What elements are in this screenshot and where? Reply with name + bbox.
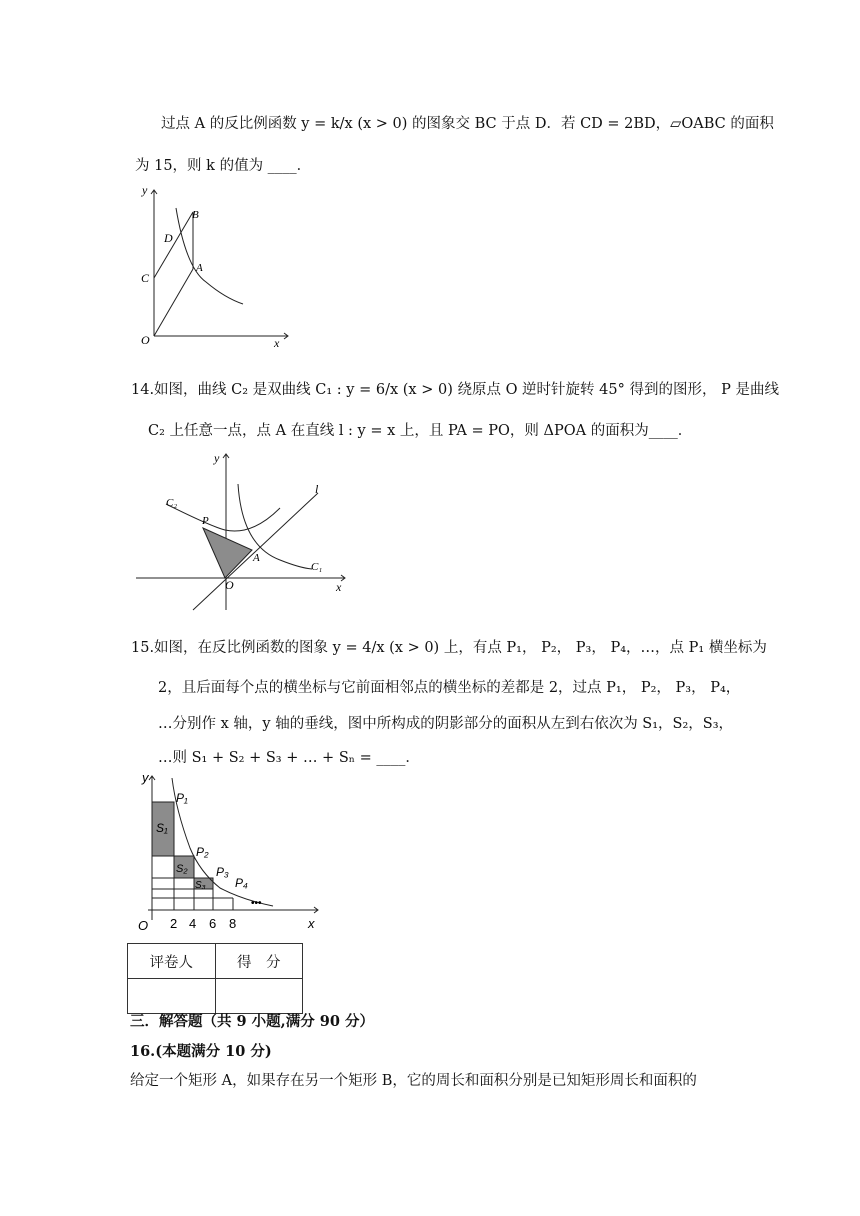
q13-label-D: D [164,231,173,245]
q13-label-C: C [141,271,150,285]
grader-header: 评卷人 [128,944,216,979]
q15-tick-8: 8 [229,916,237,931]
q15-label-P3: P₃ [216,865,229,879]
q16-line1: 给定一个矩形 A，如果存在另一个矩形 B，它的周长和面积分别是已知矩形周长和面积的 [130,1073,697,1089]
section3-heading: 三．解答题（共 9 小题,满分 90 分） [130,1013,375,1030]
q14-label-A: A [253,552,260,564]
q13-label-y: y [142,183,148,197]
q15-label-y: y [142,770,149,785]
q15-tick-6: 6 [209,916,217,931]
q15-tick-2: 2 [170,916,178,931]
grader-cell [128,979,216,1014]
q14-triangle-poa [203,528,252,578]
q14-label-P: P [202,515,209,527]
q16-title: 16.(本题满分 10 分) [130,1043,272,1060]
q13-label-A: A [196,262,203,274]
q14-figure [130,448,355,612]
q13-label-x: x [274,336,280,350]
q13-label-B: B [192,209,199,221]
q15-figure [128,770,328,938]
q15-label-O: O [138,918,149,933]
q13-line2: 为 15，则 k 的值为 ____． [135,158,312,174]
q15-line3: …分别作 x 轴，y 轴的垂线，图中所构成的阴影部分的面积从左到右依次为 S₁，S₂，S₃， [158,716,734,732]
q15-line4: …则 S₁ + S₂ + S₃ + … + Sₙ = ____． [158,750,420,766]
q15-label-P2: P₂ [196,845,209,859]
q13-figure [130,180,300,350]
q15-label-P4: P₄ [235,876,248,890]
q15-label-dots: ••• [251,898,262,909]
q14-label-C1: C₁ [311,561,323,573]
q14-label-y: y [214,451,220,465]
q15-label-S3: S₃ [195,880,206,891]
q14-label-C2: C₂ [166,497,178,509]
q14-line2: C₂ 上任意一点，点 A 在直线 l : y = x 上，且 PA = PO，则 ΔPOA 的面积为____． [148,423,693,439]
q15-line2: 2，且后面每个点的横坐标与它前面相邻点的横坐标的差都是 2，过点 P₁， P₂， P₃， P₄， [158,680,741,696]
q13-label-O: O [141,333,150,347]
q14-line1: 14.如图，曲线 C₂ 是双曲线 C₁ : y = 6/x (x > 0) 绕原点 O 逆时针旋转 45° 得到的图形， P 是曲线 [131,382,779,398]
q15-line1: 15.如图，在反比例函数的图象 y = 4/x (x > 0) 上，有点 P₁， P₂， P₃， P₄，…，点 P₁ 横坐标为 [131,640,767,656]
score-cell [215,979,303,1014]
q15-label-S1: S₁ [156,821,168,835]
q13-line1: 过点 A 的反比例函数 y = k/x (x > 0) 的图象交 BC 于点 D．若 CD = 2BD，▱OABC 的面积 [161,116,774,132]
q15-label-S2: S₂ [176,863,188,875]
q15-label-P1: P₁ [176,791,188,805]
q15-tick-4: 4 [189,916,197,931]
q14-label-O: O [225,578,234,592]
q14-label-l: l [315,482,319,496]
q15-label-x: x [308,916,315,931]
score-table [127,943,303,1014]
q14-label-x: x [336,580,342,594]
score-header: 得 分 [215,944,303,979]
